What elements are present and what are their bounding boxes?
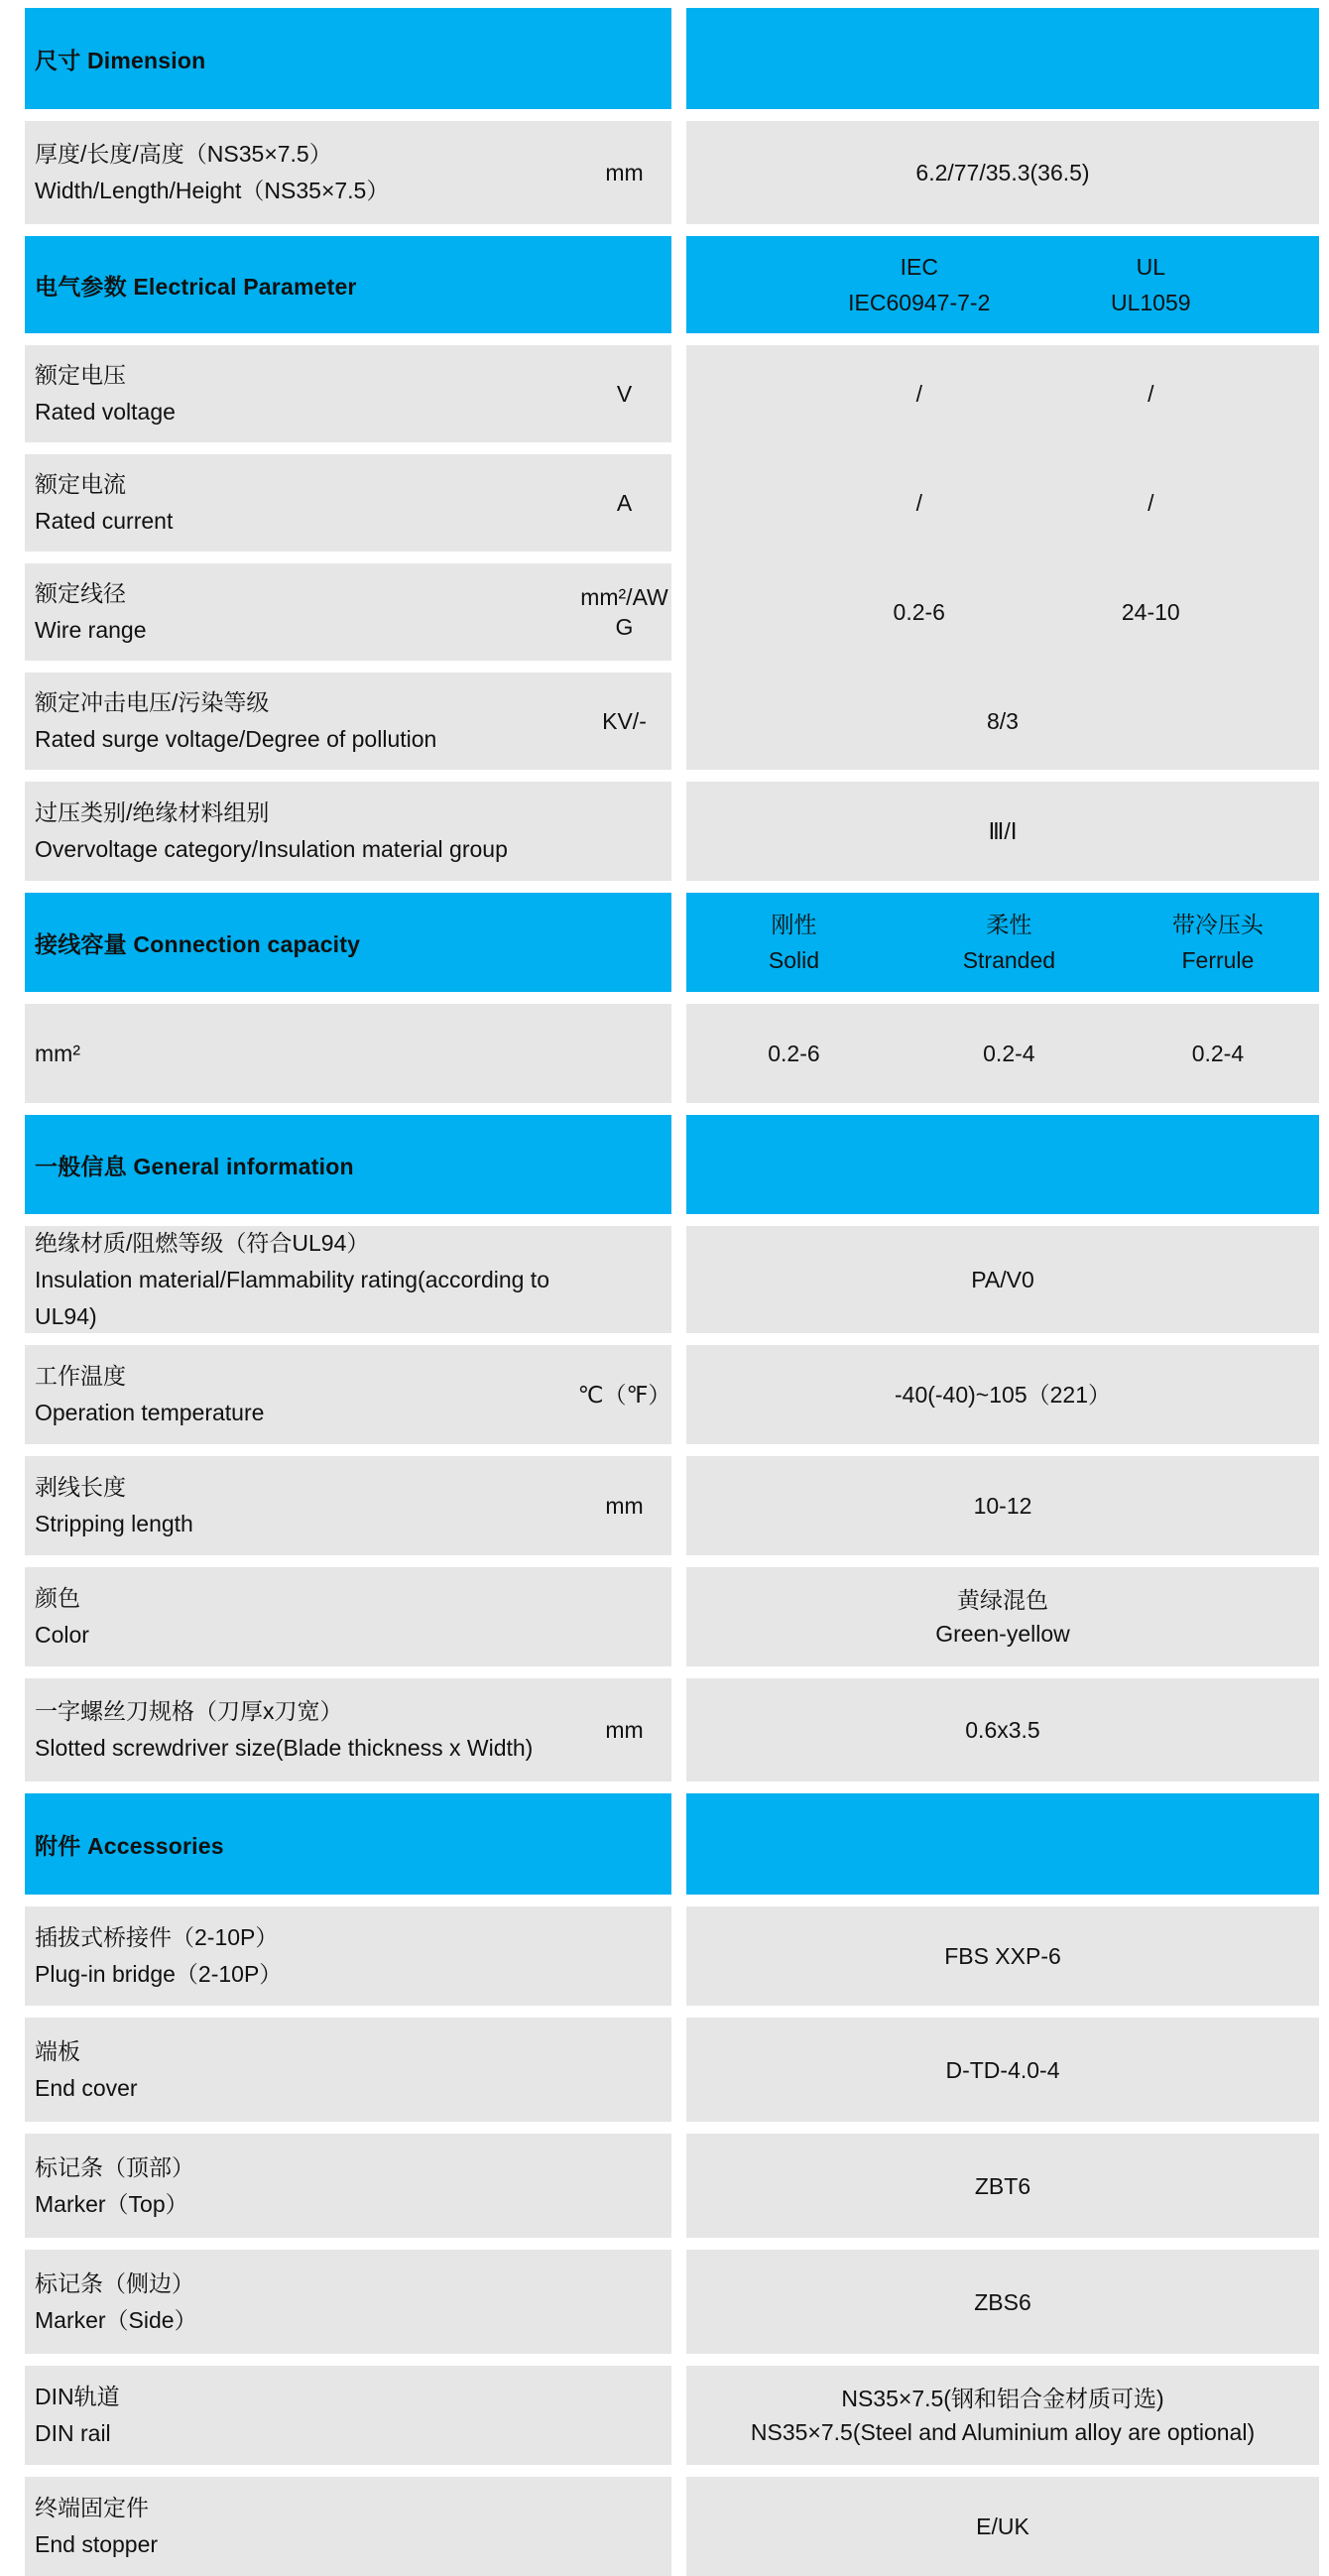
column-header-solid-zh: 刚性 [771,912,817,937]
row-label [35,1919,671,1993]
row-value: D-TD-4.0-4 [945,2056,1060,2083]
row-label-zh: 额定电压 [35,362,126,388]
row-label-en: Plug-in bridge（2-10P） [35,1961,283,1987]
row-value-zh: NS35×7.5(钢和铝合金材质可选) [841,2386,1164,2411]
row-label-en: Overvoltage category/Insulation material group [35,836,508,862]
row-value-cell [686,121,1319,224]
row-label [35,2490,671,2563]
section-header-general-information [25,1115,1319,1214]
row-label-zh: 插拔式桥接件（2-10P） [35,1924,279,1950]
row-label-cell [25,2477,671,2576]
section-header-electrical [25,236,1319,333]
row-label [35,466,577,540]
row-label-zh: 颜色 [35,1585,80,1611]
row-unit: mm²/AWG [580,584,668,640]
row-label [35,2266,671,2339]
row-value-cell [686,2018,1319,2122]
row-unit: A [616,490,633,516]
row-label-zh: 标记条（顶部） [35,2153,194,2180]
table-row-surge-voltage [25,673,1319,770]
row-label-zh: DIN轨道 [35,2384,120,2409]
column-header-ferrule-en: Ferrule [1181,947,1255,973]
column-header-ferrule-zh: 带冷压头 [1171,912,1264,937]
section-header-connection-capacity [25,893,1319,992]
row-label-en: Rated voltage [35,399,176,425]
row-label-cell [25,121,671,224]
row-value: E/UK [976,2514,1029,2539]
section-header-dimension [25,8,1319,109]
row-label [35,2033,671,2107]
row-label-en: Insulation material/Flammability rating(according to UL94) [35,1266,549,1329]
row-label-cell [25,2366,671,2465]
column-header-stranded-zh: 柔性 [986,912,1032,937]
row-label [35,2379,671,2452]
row-value-ferrule: 0.2-4 [1191,1041,1245,1066]
row-label-zh: 标记条（侧边） [35,2269,194,2296]
row-value [935,1583,1070,1651]
row-label-en: DIN rail [35,2420,111,2446]
table-row-overvoltage-category [25,782,1319,881]
row-label-zh: 终端固定件 [35,2495,149,2520]
row-unit: mm [605,1717,644,1743]
row-value-ul: / [1148,490,1154,516]
section-header-columns [686,236,1319,333]
row-value-en: NS35×7.5(Steel and Aluminium alloy are optional) [750,2419,1256,2445]
row-label-cell [25,1345,671,1444]
column-header-iec [792,249,1045,320]
row-label-en: Color [35,1622,89,1648]
row-value-cell [686,1906,1319,2006]
row-value-cell [686,563,1319,661]
column-header-solid-en: Solid [768,947,820,973]
row-label-zh: 厚度/长度/高度（NS35×7.5） [35,141,332,167]
row-label-zh: 端板 [35,2037,80,2064]
table-row-dimensions [25,121,1319,224]
row-value-cell [686,1226,1319,1333]
row-label-cell [25,2018,671,2122]
row-value: 10-12 [973,1493,1032,1519]
section-header-spacer [686,1793,1319,1895]
row-label-cell [25,1678,671,1781]
row-value-iec: / [915,490,922,516]
row-value-cell [686,1567,1319,1666]
row-unit: ℃（℉） [577,1382,671,1408]
table-row-end-cover [25,2018,1319,2122]
row-label-en: Slotted screwdriver size(Blade thickness x Width) [35,1735,534,1761]
row-label [35,795,671,868]
column-header-stranded-en: Stranded [962,947,1056,973]
section-header-title-cell [25,893,671,992]
row-value: 8/3 [987,708,1019,734]
section-title: 附件 Accessories [35,1832,224,1859]
row-value-cell [686,454,1319,552]
column-header-stranded [914,907,1104,978]
row-label-cell [25,1906,671,2006]
row-label-cell [25,1004,671,1103]
row-label-zh: 工作温度 [35,1363,126,1389]
table-row-rated-voltage [25,345,1319,442]
row-value-cell [686,345,1319,442]
row-value: 6.2/77/35.3(36.5) [915,160,1090,185]
row-value-cell [686,2477,1319,2576]
row-label-en: Width/Length/Height（NS35×7.5） [35,178,390,203]
row-label-en: End stopper [35,2531,159,2557]
row-label [35,1693,577,1767]
row-value-ul: / [1148,381,1154,407]
column-header-ul [1025,249,1277,320]
row-label [35,1580,671,1654]
table-row-marker-side [25,2250,1319,2354]
row-label-cell [25,563,671,661]
row-value-stranded: 0.2-4 [983,1041,1035,1066]
row-label-cell [25,2250,671,2354]
row-label [35,1469,577,1542]
section-header-spacer [686,8,1319,109]
row-label-en: Marker（Side） [35,2306,197,2333]
row-value-cell [686,782,1319,881]
row-label-cell [25,1456,671,1555]
row-unit: KV/- [602,708,647,734]
row-label-cell [25,454,671,552]
row-label [35,2149,671,2223]
row-value-cell [686,1456,1319,1555]
table-row-connection-capacity-mm2 [25,1004,1319,1103]
row-label-zh: mm² [35,1040,80,1066]
section-header-title-cell [25,236,671,333]
section-title: 尺寸 Dimension [35,47,206,73]
row-value: FBS XXP-6 [944,1943,1061,1969]
row-label-cell [25,673,671,770]
row-label-cell [25,345,671,442]
table-row-din-rail [25,2366,1319,2465]
section-header-title-cell [25,1793,671,1895]
row-label-en: Rated surge voltage/Degree of pollution [35,726,437,752]
row-label-zh: 一字螺丝刀规格（刀厚x刀宽） [35,1698,343,1724]
row-label-zh: 额定电流 [35,471,126,497]
row-label-cell [25,782,671,881]
section-header-title-cell [25,1115,671,1214]
table-row-rated-current [25,454,1319,552]
row-label-en: Stripping length [35,1511,193,1536]
column-header-iec-name: IEC [900,254,938,280]
row-value-ul: 24-10 [1121,599,1180,625]
row-label-en: End cover [35,2074,138,2101]
section-header-title-cell [25,8,671,109]
column-header-ul-name: UL [1136,254,1165,280]
table-row-stripping-length [25,1456,1319,1555]
row-value-cell [686,1678,1319,1781]
column-header-ferrule [1123,907,1312,978]
row-label [35,1225,588,1335]
row-value-cell [686,2250,1319,2354]
row-value: PA/V0 [971,1267,1034,1292]
row-unit: mm [605,1493,644,1519]
section-title: 电气参数 Electrical Parameter [35,273,357,300]
row-label-cell [25,2134,671,2238]
row-value-cell [686,2366,1319,2465]
row-value: ZBS6 [974,2288,1031,2315]
row-label [35,1358,577,1431]
row-value-cell [686,2134,1319,2238]
row-value: -40(-40)~105（221） [895,1382,1111,1408]
row-value-iec: 0.2-6 [893,599,945,625]
row-label-zh: 绝缘材质/阻燃等级（符合UL94） [35,1229,370,1256]
row-value-solid: 0.2-6 [768,1041,820,1066]
row-label-cell [25,1567,671,1666]
row-value: 0.6x3.5 [965,1717,1040,1743]
row-label [35,357,577,430]
row-label-en: Operation temperature [35,1400,265,1425]
table-row-plug-in-bridge [25,1906,1319,2006]
table-row-wire-range [25,563,1319,661]
row-label [35,684,577,758]
column-header-ul-standard: UL1059 [1110,290,1191,315]
row-value-cell [686,1004,1319,1103]
row-label-zh: 额定线径 [35,580,126,606]
row-label-en: Marker（Top） [35,2190,188,2217]
section-header-columns [686,893,1319,992]
row-label-cell [25,1226,671,1333]
table-row-color [25,1567,1319,1666]
row-value-cell [686,1345,1319,1444]
table-row-insulation-material [25,1226,1319,1333]
row-label [35,1036,671,1072]
row-value-cell [686,673,1319,770]
section-title: 一般信息 General information [35,1153,354,1179]
row-value-zh: 黄绿混色 [957,1587,1048,1613]
row-value: ZBT6 [974,2172,1031,2199]
row-value-iec: / [915,381,922,407]
row-label-en: Rated current [35,508,174,534]
section-title: 接线容量 Connection capacity [35,930,361,957]
table-row-operation-temperature [25,1345,1319,1444]
row-label [35,136,577,209]
row-label [35,575,577,649]
section-header-spacer [686,1115,1319,1214]
section-header-accessories [25,1793,1319,1895]
column-header-iec-standard: IEC60947-7-2 [848,290,991,315]
row-value [751,2382,1255,2449]
row-label-zh: 过压类别/绝缘材料组别 [35,799,270,825]
row-label-en: Wire range [35,617,147,643]
table-row-end-stopper [25,2477,1319,2576]
row-value-en: Green-yellow [935,1621,1070,1647]
row-label-zh: 剥线长度 [35,1474,126,1500]
row-unit: V [616,381,633,407]
row-label-zh: 额定冲击电压/污染等级 [35,689,270,715]
table-row-screwdriver-size [25,1678,1319,1781]
row-unit: mm [605,160,644,185]
row-value: Ⅲ/Ⅰ [988,818,1018,844]
column-header-solid [699,907,889,978]
table-row-marker-top [25,2134,1319,2238]
